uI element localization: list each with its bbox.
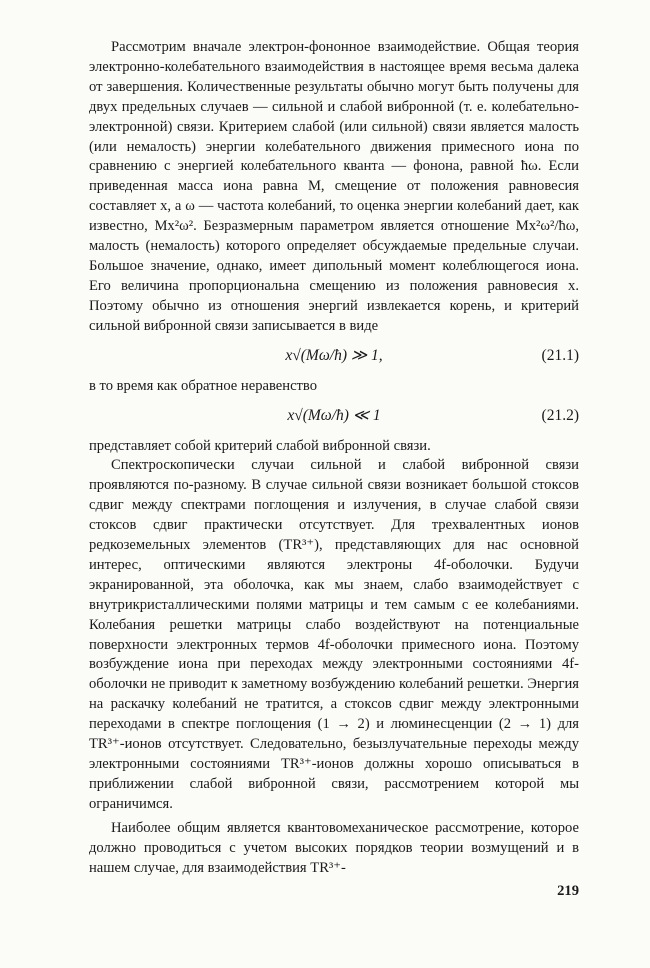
formula-number: (21.2) bbox=[541, 406, 579, 424]
paragraph-1: Рассмотрим вначале электрон-фононное взаимодействие. Общая теория электронно-колебательного взаимодействия в настоящее время весьма далека от завершения. Количественные результаты обычно могут быть получены для двух предельных случаев — сильной и слабой вибронной (т. е. колебательно-электронной) связи. Критерием слабой (или сильной) связи является малость (или немалость) энергии колебательного движения примесного иона по сравнению с энергией колебательного кванта — фонона, равной ħω. Если приведенная масса иона равна M, смещение от положения равновесия составляет x, а ω — частота колебаний, то оценка энергии колебаний дает, как известно, Mx²ω². Безразмерным параметром является отношение Mx²ω²/ħω, малость (немалость) которого определяет обсуждаемые предельные случаи. Большое значение, однако, имеет дипольный момент колеблющегося иона. Его величина пропорциональна смещению из положения равновесия x. Поэтому обычно из отношения энергий извлекается корень, и критерий сильной вибронной связи записывается в виде bbox=[89, 39, 579, 334]
formula-expression: x√(Mω/ħ) ≪ 1 bbox=[287, 406, 381, 424]
formula-number: (21.1) bbox=[541, 346, 579, 364]
paragraph-3: представляет собой критерий слабой вибронной связи. bbox=[89, 437, 431, 454]
formula-expression: x√(Mω/ħ) ≫ 1, bbox=[285, 346, 383, 364]
formula-21-1 bbox=[89, 337, 579, 377]
page-body bbox=[89, 38, 579, 906]
formula-21-2 bbox=[89, 397, 579, 437]
paragraph-2: в то время как обратное неравенство bbox=[89, 377, 318, 394]
page-number: 219 bbox=[557, 883, 579, 900]
paragraph-4: Спектроскопически случаи сильной и слабой вибронной связи проявляются по-разному. В случае сильной связи возникает большой стоксов сдвиг между спектрами поглощения и излучения, в случае слабой связи стоксов сдвиг практически отсутствует. Для трехвалентных ионов редкоземельных элементов (TR³⁺), представляющих для нас основной интерес, оптическими являются электроны 4f-оболочки. Будучи экранированной, эта оболочка, как мы знаем, слабо взаимодействует с внутрикристаллическими полями матрицы и тем самым с ее колебаниями. Колебания решетки матрицы слабо воздействуют на потенциальные поверхности электронных термов 4f-оболочки примесного иона. Поэтому возбуждение иона при переходах между электронными состояниями 4f-оболочки не приводит к заметному возбуждению колебаний решетки. Энергия на раскачку колебаний не тратится, а стоксов сдвиг между электронными переходами в спектре поглощения (1 → 2) и люминесценции (2 → 1) для TR³⁺-ионов отсутствует. Следовательно, безызлучательные переходы между электронными состояниями TR³⁺-ионов должны хорошо описываться в приближении слабой вибронной связи, рассмотрением которой мы ограничимся. bbox=[89, 457, 579, 812]
paragraph-5: Наиболее общим является квантовомеханическое рассмотрение, которое должно проводиться с учетом высоких порядков теории возмущений и в нашем случае, для взаимодействия TR³⁺- bbox=[89, 819, 579, 876]
